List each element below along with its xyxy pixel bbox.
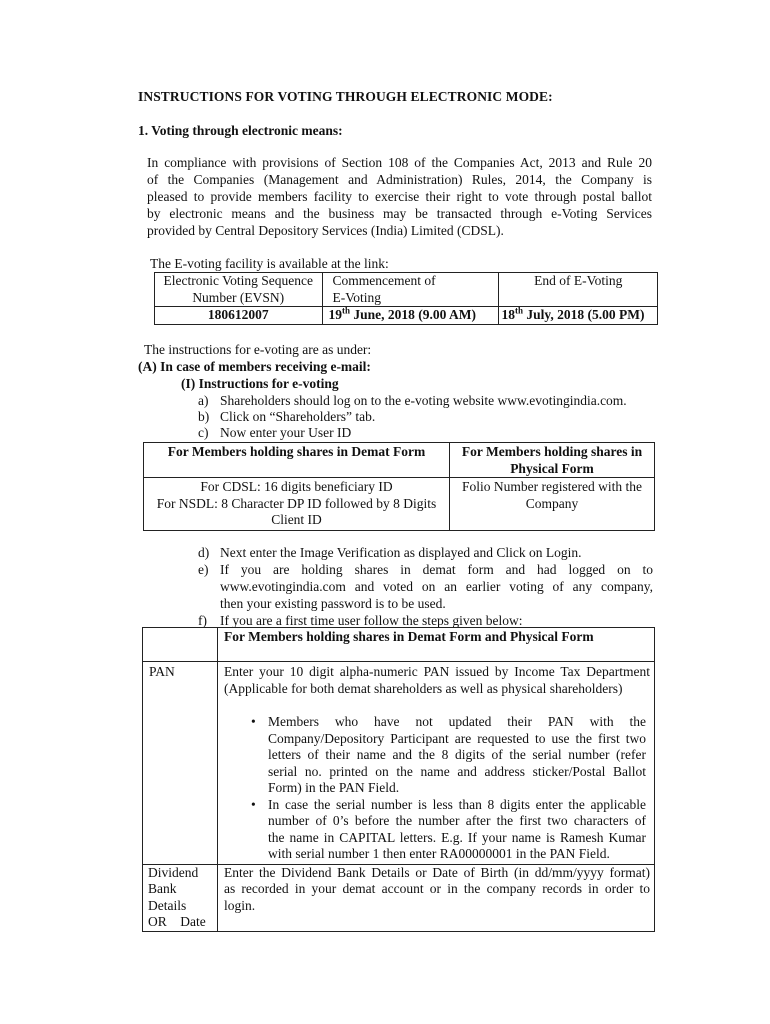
table-row [144, 443, 655, 478]
evoting-caption: The E-voting facility is available at the link: [150, 256, 389, 271]
section-i-title: (I) Instructions for e-voting [181, 376, 339, 391]
commencement-header: Commencement of E-Voting [322, 273, 499, 307]
step-d: d) Next enter the Image Verification as displayed and Click on Login. [198, 545, 582, 560]
intro-line: by electronic means and the business may be transacted through e-Voting Services [147, 206, 652, 221]
step-b: b) Click on “Shareholders” tab. [198, 409, 376, 424]
pan-label: PAN [143, 662, 218, 865]
section-a-title: (A) In case of members receiving e-mail: [138, 359, 371, 374]
physical-cell: Folio Number registered with the Company [450, 478, 655, 531]
physical-header: For Members holding shares in Physical Form [450, 443, 655, 478]
table-row [155, 273, 658, 307]
table-row [143, 628, 655, 662]
table-row [155, 307, 658, 325]
end-header: End of E-Voting [499, 273, 658, 307]
step-c: c) Now enter your User ID [198, 425, 352, 440]
intro-paragraph [147, 154, 652, 239]
section-1-title: 1. Voting through electronic means: [138, 123, 343, 138]
end-value: 18th July, 2018 (5.00 PM) [499, 307, 658, 325]
intro-line: In compliance with provisions of Section 108 of the Companies Act, 2013 and Rule 20 [147, 155, 652, 170]
commencement-value: 19th June, 2018 (9.00 AM) [322, 307, 499, 325]
table-row [144, 478, 655, 531]
step-f: f) If you are a first time user follow the steps given below: [198, 613, 523, 628]
table-row [143, 662, 655, 865]
list-item: • Members who have not updated their PAN with the Company/Depository Participant are requested to use the first two letters of their name and the 8 digits of the serial number (refer serial no. printed on the name and address sticker/Postal Ballot Form) in the PAN Field. [251, 714, 646, 795]
intro-line: pleased to provide members facility to exercise their right to vote through postal ballot [147, 189, 652, 204]
evsn-value: 180612007 [155, 307, 323, 325]
step-e: e) If you are holding shares in demat form and had logged on to www.evotingindia.com and voted on an earlier voting of any company, then your existing password is to be used. [198, 562, 653, 611]
steps-def [198, 544, 653, 629]
first-time-user-table [142, 627, 655, 932]
document-heading: INSTRUCTIONS FOR VOTING THROUGH ELECTRONIC MODE: [138, 89, 553, 104]
list-item: • In case the serial number is less than 8 digits enter the applicable number of 0’s before the number after the first two characters of the name in CAPITAL letters. E.g. If your name is Ramesh Kumar with serial number 1 then enter RA00000001 in the PAN Field. [251, 796, 646, 861]
demat-cell: For CDSL: 16 digits beneficiary ID For NSDL: 8 Character DP ID followed by 8 Digits Client ID [144, 478, 450, 531]
evsn-header: Electronic Voting Sequence Number (EVSN) [155, 273, 323, 307]
intro-line: of the Companies (Management and Administration) Rules, 2014, the Company is [147, 172, 652, 187]
table-row [143, 864, 655, 931]
user-id-table [143, 442, 655, 531]
demat-header: For Members holding shares in Demat Form [144, 443, 450, 478]
empty-header-cell [143, 628, 218, 662]
pan-bullets [224, 714, 650, 863]
evsn-table [154, 272, 658, 325]
instructions-intro: The instructions for e-voting are as under: [144, 342, 372, 357]
first-time-header: For Members holding shares in Demat Form and Physical Form [218, 628, 655, 662]
intro-line: provided by Central Depository Services (India) Limited (CDSL). [147, 223, 504, 238]
step-a: a) Shareholders should log on to the e-voting website www.evotingindia.com. [198, 393, 627, 408]
dividend-cell: Enter the Dividend Bank Details or Date of Birth (in dd/mm/yyyy format) as recorded in your demat account or in the company records in order to login. [218, 864, 655, 931]
pan-cell: Enter your 10 digit alpha-numeric PAN issued by Income Tax Department (Applicable for both demat shareholders as well as physical shareholders) • Members who have not updated their PAN with the Company/Depository Participant are requested to use the first two letters of their name and the 8 digits of the serial number (refer serial no. printed on the name and address sticker/Postal Ballot Form) in the PAN Field. • In case the serial number is less than 8 digits enter the applicable number of 0’s before the number after the first two characters of the name in CAPITAL letters. E.g. If your name is Ramesh Kumar with serial number 1 then enter RA00000001 in the PAN Field. [218, 662, 655, 865]
dividend-label: Dividend Bank Details OR Date [143, 864, 218, 931]
